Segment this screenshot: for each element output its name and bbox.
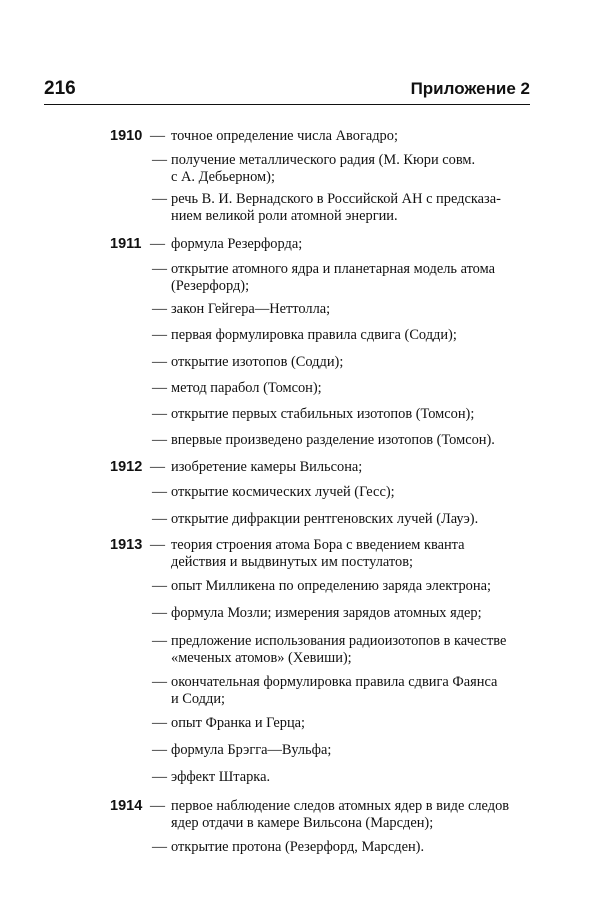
entry-line: открытие дифракции рентгеновских лучей (Лауэ).	[171, 511, 479, 527]
entry-text	[171, 537, 533, 571]
entry-text	[171, 128, 533, 145]
entry-line: метод парабол (Томсон);	[171, 380, 322, 396]
entry-line: ядер отдачи в камере Вильсона (Марсден);	[171, 815, 434, 831]
entry-year: 1912	[110, 459, 143, 475]
entry-text	[171, 578, 533, 595]
entry-line: и Содди;	[171, 691, 226, 707]
entry-dash: —	[150, 459, 165, 475]
entry-line: получение металлического радия (М. Кюри совм.	[171, 152, 476, 168]
entry-text	[171, 769, 533, 786]
entry-line: эффект Штарка.	[171, 769, 271, 785]
entry-dash: —	[150, 128, 165, 144]
entry-line: формула Мозли; измерения зарядов атомных ядер;	[171, 605, 482, 621]
entry-text	[171, 511, 533, 528]
entry-dash: —	[152, 327, 167, 343]
entry-line: закон Гейгера—Неттолла;	[171, 301, 331, 317]
entry-year: 1910	[110, 128, 143, 144]
running-title: Приложение 2	[410, 79, 530, 98]
entry-line: с А. Дебьерном);	[171, 169, 275, 185]
entry-text	[171, 432, 533, 449]
entry-text	[171, 839, 533, 856]
entry-line: действия и выдвинутых им постулатов;	[171, 554, 414, 570]
entry-text	[171, 191, 533, 225]
entry-dash: —	[152, 578, 167, 594]
entry-line: формула Брэгга—Вульфа;	[171, 742, 332, 758]
entry-text	[171, 354, 533, 371]
entry-dash: —	[152, 605, 167, 621]
entry-dash: —	[152, 511, 167, 527]
entry-line: открытие атомного ядра и планетарная модель атома	[171, 261, 495, 277]
entry-line: открытие космических лучей (Гесс);	[171, 484, 395, 500]
entry-dash: —	[152, 261, 167, 277]
entry-dash: —	[152, 715, 167, 731]
entry-text	[171, 236, 533, 253]
entry-line: теория строения атома Бора с введением кванта	[171, 537, 465, 553]
entry-dash: —	[152, 633, 167, 649]
entry-line: нием великой роли атомной энергии.	[171, 208, 398, 224]
entry-line: формула Резерфорда;	[171, 236, 303, 252]
entry-text	[171, 484, 533, 501]
entry-year: 1914	[110, 798, 143, 814]
entry-dash: —	[152, 674, 167, 690]
entry-dash: —	[150, 798, 165, 814]
entry-dash: —	[152, 742, 167, 758]
entry-dash: —	[152, 432, 167, 448]
page-number: 216	[44, 78, 76, 99]
entry-dash: —	[152, 354, 167, 370]
entry-dash: —	[152, 380, 167, 396]
entry-line: точное определение числа Авогадро;	[171, 128, 398, 144]
entry-year: 1911	[110, 236, 142, 252]
entry-line: опыт Милликена по определению заряда электрона;	[171, 578, 491, 594]
entry-year: 1913	[110, 537, 143, 553]
entry-text	[171, 459, 533, 476]
entry-line: первое наблюдение следов атомных ядер в виде следов	[171, 798, 510, 814]
entry-text	[171, 152, 533, 186]
entry-dash: —	[152, 301, 167, 317]
entry-line: «меченых атомов» (Хевиши);	[171, 650, 352, 666]
entry-text	[171, 715, 533, 732]
entry-dash: —	[152, 152, 167, 168]
entry-dash: —	[152, 769, 167, 785]
entry-text	[171, 406, 533, 423]
entry-dash: —	[150, 236, 165, 252]
entry-dash: —	[150, 537, 165, 553]
entry-text	[171, 742, 533, 759]
entry-line: первая формулировка правила сдвига (Содди);	[171, 327, 457, 343]
entry-line: открытие изотопов (Содди);	[171, 354, 344, 370]
entry-line: впервые произведено разделение изотопов (Томсон).	[171, 432, 495, 448]
entry-dash: —	[152, 839, 167, 855]
entry-line: окончательная формулировка правила сдвига Фаянса	[171, 674, 498, 690]
entry-dash: —	[152, 484, 167, 500]
entry-text	[171, 798, 533, 832]
entry-line: изобретение камеры Вильсона;	[171, 459, 363, 475]
entry-line: речь В. И. Вернадского в Российской АН с предсказа-	[171, 191, 501, 207]
entry-text	[171, 301, 533, 318]
entry-line: предложение использования радиоизотопов в качестве	[171, 633, 507, 649]
entry-text	[171, 261, 533, 295]
entry-line: опыт Франка и Герца;	[171, 715, 306, 731]
entry-text	[171, 605, 533, 622]
entry-line: открытие протона (Резерфорд, Марсден).	[171, 839, 425, 855]
entry-line: открытие первых стабильных изотопов (Томсон);	[171, 406, 475, 422]
entry-text	[171, 674, 533, 708]
entry-text	[171, 380, 533, 397]
entry-text	[171, 633, 533, 667]
entry-dash: —	[152, 406, 167, 422]
entry-line: (Резерфорд);	[171, 278, 250, 294]
entry-dash: —	[152, 191, 167, 207]
entry-text	[171, 327, 533, 344]
